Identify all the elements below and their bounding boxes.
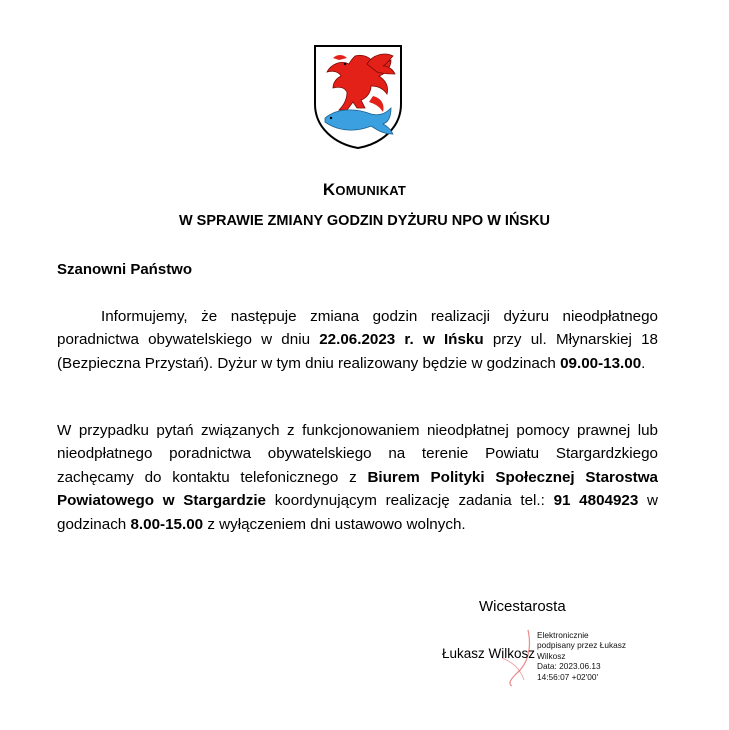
paragraph-duty-change — [57, 305, 658, 375]
e-sign-line: Elektronicznie — [537, 630, 589, 640]
p1-text-2 — [414, 331, 423, 348]
p1-hours: 09.00-13.00 — [560, 354, 642, 372]
e-sign-time: 14:56:07 +02'00' — [537, 671, 599, 682]
paragraph-contact — [57, 419, 658, 536]
e-sign-line: podpisany przez Łukasz — [537, 640, 627, 651]
griffin-coat-of-arms-icon — [311, 42, 405, 150]
p1-location: w Ińsku — [422, 331, 484, 349]
p2-text-3: w godzinach — [57, 492, 658, 533]
p1-date: 22.06.2023 r. — [319, 331, 414, 349]
title-rest: OMUNIKAT — [335, 183, 407, 198]
document-title — [0, 180, 729, 200]
p1-text-1: Informujemy, że następuje zmiana godzin realizacji dyżuru nieodpłatnego poradnictwa obywatelskiego w dniu — [57, 308, 658, 349]
p2-office: Biurem Polityki Społecznej Starostwa Powiatowego w Stargardzie — [57, 468, 658, 510]
p2-hours: 8.00-15.00 — [130, 515, 204, 533]
p2-phone: 91 4804923 — [553, 492, 639, 510]
electronic-signature-info — [537, 630, 637, 682]
p2-text-2: koordynującym realizację zadania tel.: — [266, 492, 554, 510]
e-sign-date: Data: 2023.06.13 — [537, 661, 601, 672]
salutation: Szanowni Państwo — [57, 261, 193, 278]
p2-text-4: z wyłączeniem dni ustawowo wolnych. — [203, 515, 466, 533]
signer-title: Wicestarosta — [479, 598, 566, 615]
signer-name: Łukasz Wilkosz — [442, 646, 536, 661]
p1-text-3: przy ul. Młynarskiej 18 (Bezpieczna Przystań). Dyżur w tym dniu realizowany będzie w godzinach — [57, 331, 658, 372]
title-initial: K — [322, 180, 336, 199]
p1-text-4: . — [641, 354, 646, 372]
e-sign-line: Wilkosz — [537, 650, 566, 661]
p2-text-1: W przypadku pytań związanych z funkcjonowaniem nieodpłatnej pomocy prawnej lub nieodpłatnego poradnictwa obywatelskiego na terenie Powiatu Stargardzkiego zachęcamy do kontaktu telefonicznego z — [57, 422, 658, 486]
document-subtitle: W SPRAWIE ZMIANY GODZIN DYŻURU NPO W IŃSKU — [178, 213, 551, 229]
